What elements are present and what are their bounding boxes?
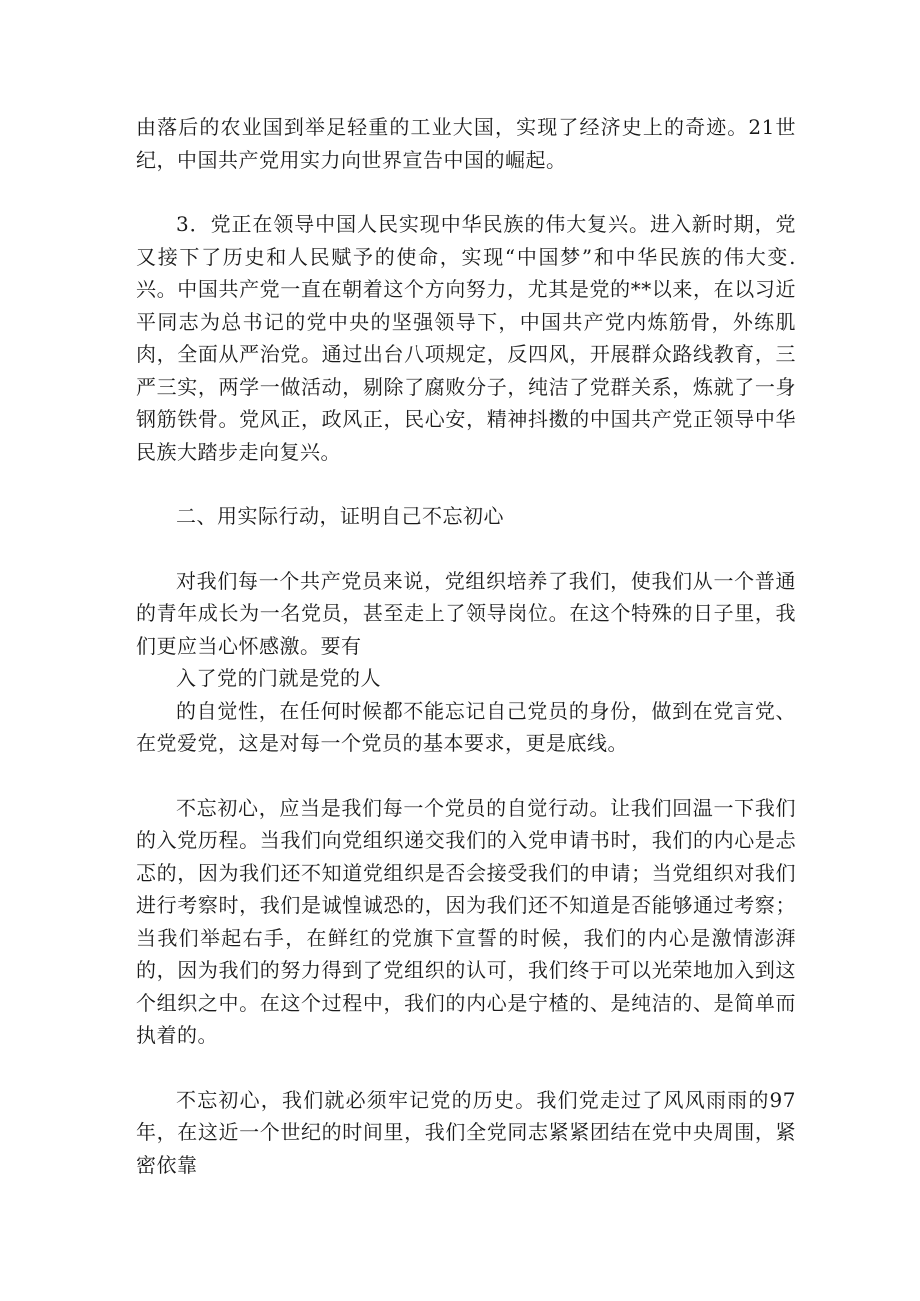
- paragraph-original-intention: 不忘初心，应当是我们每一个党员的自觉行动。让我们回温一下我们的入党历程。当我们向党组织递交我们的入党申请书时，我们的内心是忐忑的，因为我们还不知道党组织是否会接受我们的申请；当党组织对我们进行考察时，我们是诚惶诚恐的，因为我们还不知道是否能够通过考察；当我们举起右手，在鲜红的党旗下宣誓的时候，我们的内心是激情澎湃的，因为我们的努力得到了党组织的认可，我们终于可以光荣地加入到这个组织之中。在这个过程中，我们的内心是宁楂的、是纯洁的、是简单而执着的。: [136, 795, 796, 1047]
- section-heading: 二、用实际行动，证明自己不忘初心: [176, 504, 504, 528]
- paragraph-quote-line: 入了党的门就是党的人: [176, 666, 381, 690]
- paragraph-self-awareness: 的自觉性，在任何时候都不能忘记自己党员的身份，做到在党言党、在党爱党，这是对每一个党员的基本要求，更是底线。: [136, 698, 796, 755]
- paragraph-gratitude: 对我们每一个共产党员来说，党组织培养了我们，使我们从一个普通的青年成长为一名党员，甚至走上了领导岗位。在这个特殊的日子里，我们更应当心怀感激。要有: [136, 568, 796, 658]
- document-body: [136, 111, 796, 1181]
- paragraph-continuation: 由落后的农业国到举足轻重的工业大国，实现了经济史上的奇迹。21世纪，中国共产党用实力向世界宣告中国的崛起。: [136, 115, 796, 172]
- paragraph-point-3: 3．党正在领导中国人民实现中华民族的伟大复兴。进入新时期，党又接下了历史和人民赋予的使命，实现“中国梦”和中华民族的伟大变.兴。中国共产党一直在朝着这个方向努力，尤其是党的**以来，在以习近平同志为总书记的党中央的坚强领导下，中国共产党内炼筋骨，外练肌肉，全面从严治党。通过出台八项规定，反四风，开展群众路线教育，三严三实，两学一做活动，剔除了腐败分子，纯洁了党群关系，炼就了一身钢筋铁骨。党风正，政风正，民心安，精神抖擞的中国共产党正领导中华民族大踏步走向复兴。: [136, 212, 796, 464]
- paragraph-party-history: 不忘初心，我们就必须牢记党的历史。我们党走过了风风雨雨的97年，在这近一个世纪的时间里，我们全党同志紧紧团结在党中央周围，紧密依靠: [136, 1087, 796, 1177]
